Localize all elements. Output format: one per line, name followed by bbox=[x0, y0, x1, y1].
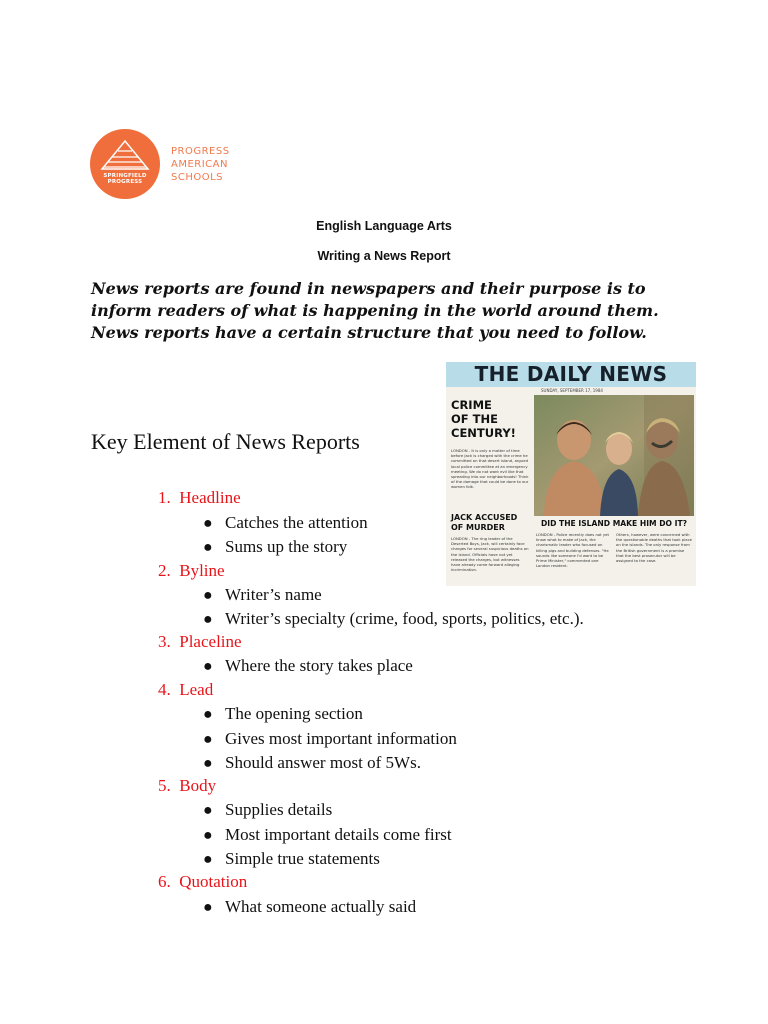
headline-line: CRIME bbox=[451, 398, 492, 412]
bullet-point bbox=[203, 513, 368, 533]
bullet-point bbox=[203, 849, 380, 869]
bullet-text: Sums up the story bbox=[225, 537, 348, 556]
newspaper-column: Others, however, were concerned with the questionable deaths that took place on the islands. The only response from the British government is a promise that the best prosecutor will be assigned to the case. bbox=[616, 532, 692, 564]
list-item-quotation bbox=[158, 872, 247, 892]
bullet-point bbox=[203, 537, 347, 557]
bullet-icon: ● bbox=[203, 587, 213, 604]
lesson-title: Writing a News Report bbox=[317, 249, 451, 263]
list-number: 5. bbox=[158, 776, 171, 795]
bullet-icon: ● bbox=[203, 515, 213, 532]
bullet-icon: ● bbox=[203, 851, 213, 868]
bullet-icon: ● bbox=[203, 706, 213, 723]
logo-emblem bbox=[90, 129, 160, 199]
subject-title: English Language Arts bbox=[316, 219, 452, 233]
bullet-text: Writer’s specialty (crime, food, sports, politics, etc.). bbox=[225, 609, 584, 628]
newspaper-image bbox=[446, 362, 696, 586]
bullet-icon: ● bbox=[203, 755, 213, 772]
newspaper-date: SUNDAY, SEPTEMBER 17, 1984 bbox=[541, 388, 603, 393]
list-item-headline bbox=[158, 488, 241, 508]
section-heading: Key Element of News Reports bbox=[91, 429, 360, 454]
bullet-point bbox=[203, 800, 332, 820]
bullet-text: Supplies details bbox=[225, 800, 333, 819]
list-number: 1. bbox=[158, 488, 171, 507]
bullet-text: The opening section bbox=[225, 704, 363, 723]
subhead-line: OF MURDER bbox=[451, 522, 505, 532]
bullet-point bbox=[203, 729, 457, 749]
intro-line: News reports have a certain structure that you need to follow. bbox=[91, 323, 647, 342]
bullet-icon: ● bbox=[203, 827, 213, 844]
list-label: Lead bbox=[179, 680, 214, 699]
intro-line: News reports are found in newspapers and their purpose is to bbox=[91, 279, 646, 298]
list-item-lead bbox=[158, 680, 213, 700]
pyramid-icon bbox=[90, 129, 160, 199]
headline-line: OF THE bbox=[451, 412, 498, 426]
logo-line-1: PROGRESS bbox=[171, 146, 230, 157]
list-number: 4. bbox=[158, 680, 171, 699]
newspaper-headline bbox=[451, 398, 531, 440]
intro-line: inform readers of what is happening in the world around them. bbox=[91, 301, 659, 320]
newspaper-photo bbox=[534, 395, 694, 516]
bullet-point bbox=[203, 753, 421, 773]
logo-circle-text bbox=[97, 173, 153, 185]
list-item-body bbox=[158, 776, 216, 796]
subhead-line: JACK ACCUSED bbox=[451, 513, 518, 522]
bullet-point bbox=[203, 656, 413, 676]
bullet-point bbox=[203, 704, 363, 724]
headline-line: CENTURY! bbox=[451, 426, 516, 440]
bullet-text: What someone actually said bbox=[225, 897, 417, 916]
bullet-text: Where the story takes place bbox=[225, 656, 413, 675]
logo-line-3: SCHOOLS bbox=[171, 172, 224, 183]
bullet-point bbox=[203, 585, 322, 605]
photo-headline: DID THE ISLAND MAKE HIM DO IT? bbox=[540, 519, 688, 528]
bullet-point bbox=[203, 609, 584, 629]
newspaper-column: LONDON - The ring leader of the Deserted Boys, Jack, will certainly face charges for several suspicious deaths on the island. Officials have not yet released the charges, but witnesses have already come forward alleging incrimination. bbox=[451, 536, 529, 573]
list-label: Placeline bbox=[179, 632, 242, 651]
school-logo bbox=[90, 129, 230, 229]
logo-line-2: AMERICAN bbox=[171, 159, 228, 170]
newspaper-subheadline bbox=[451, 513, 531, 532]
bullet-icon: ● bbox=[203, 731, 213, 748]
list-number: 2. bbox=[158, 561, 171, 580]
bullet-icon: ● bbox=[203, 611, 213, 628]
newspaper-masthead: THE DAILY NEWS bbox=[446, 362, 696, 387]
logo-circle-line-1: SPRINGFIELD bbox=[103, 173, 147, 179]
list-item-byline bbox=[158, 561, 225, 581]
intro-paragraph bbox=[91, 278, 691, 344]
bullet-text: Gives most important information bbox=[225, 729, 457, 748]
newspaper-column: LONDON - It is only a matter of time before Jack is charged with the crime he committed on that desert island, argued local police committee at an emergency meeting. We do not want evil like that spreading into our neighborhoods! Think of the damage that could be done to our women folk. bbox=[451, 448, 529, 490]
bullet-point bbox=[203, 897, 416, 917]
bullet-text: Should answer most of 5Ws. bbox=[225, 753, 421, 772]
bullet-text: Most important details come first bbox=[225, 825, 452, 844]
list-label: Body bbox=[179, 776, 217, 795]
list-label: Quotation bbox=[179, 872, 248, 891]
list-label: Byline bbox=[179, 561, 225, 580]
logo-circle-line-2: PROGRESS bbox=[107, 179, 143, 185]
bullet-text: Catches the attention bbox=[225, 513, 368, 532]
newspaper-column: LONDON - Police recently does not yet know what to make of Jack, the charismatic leader who focused on killing pigs and building defenses. "He sounds like someone I'd want to be Prime Minister," commented one London resident. bbox=[536, 532, 609, 569]
bullet-icon: ● bbox=[203, 658, 213, 675]
list-number: 3. bbox=[158, 632, 171, 651]
list-number: 6. bbox=[158, 872, 171, 891]
list-label: Headline bbox=[179, 488, 241, 507]
logo-wordmark bbox=[171, 145, 230, 184]
bullet-text: Simple true statements bbox=[225, 849, 380, 868]
list-item-placeline bbox=[158, 632, 242, 652]
bullet-icon: ● bbox=[203, 539, 213, 556]
bullet-text: Writer’s name bbox=[225, 585, 322, 604]
bullet-point bbox=[203, 825, 452, 845]
bullet-icon: ● bbox=[203, 899, 213, 916]
bullet-icon: ● bbox=[203, 802, 213, 819]
